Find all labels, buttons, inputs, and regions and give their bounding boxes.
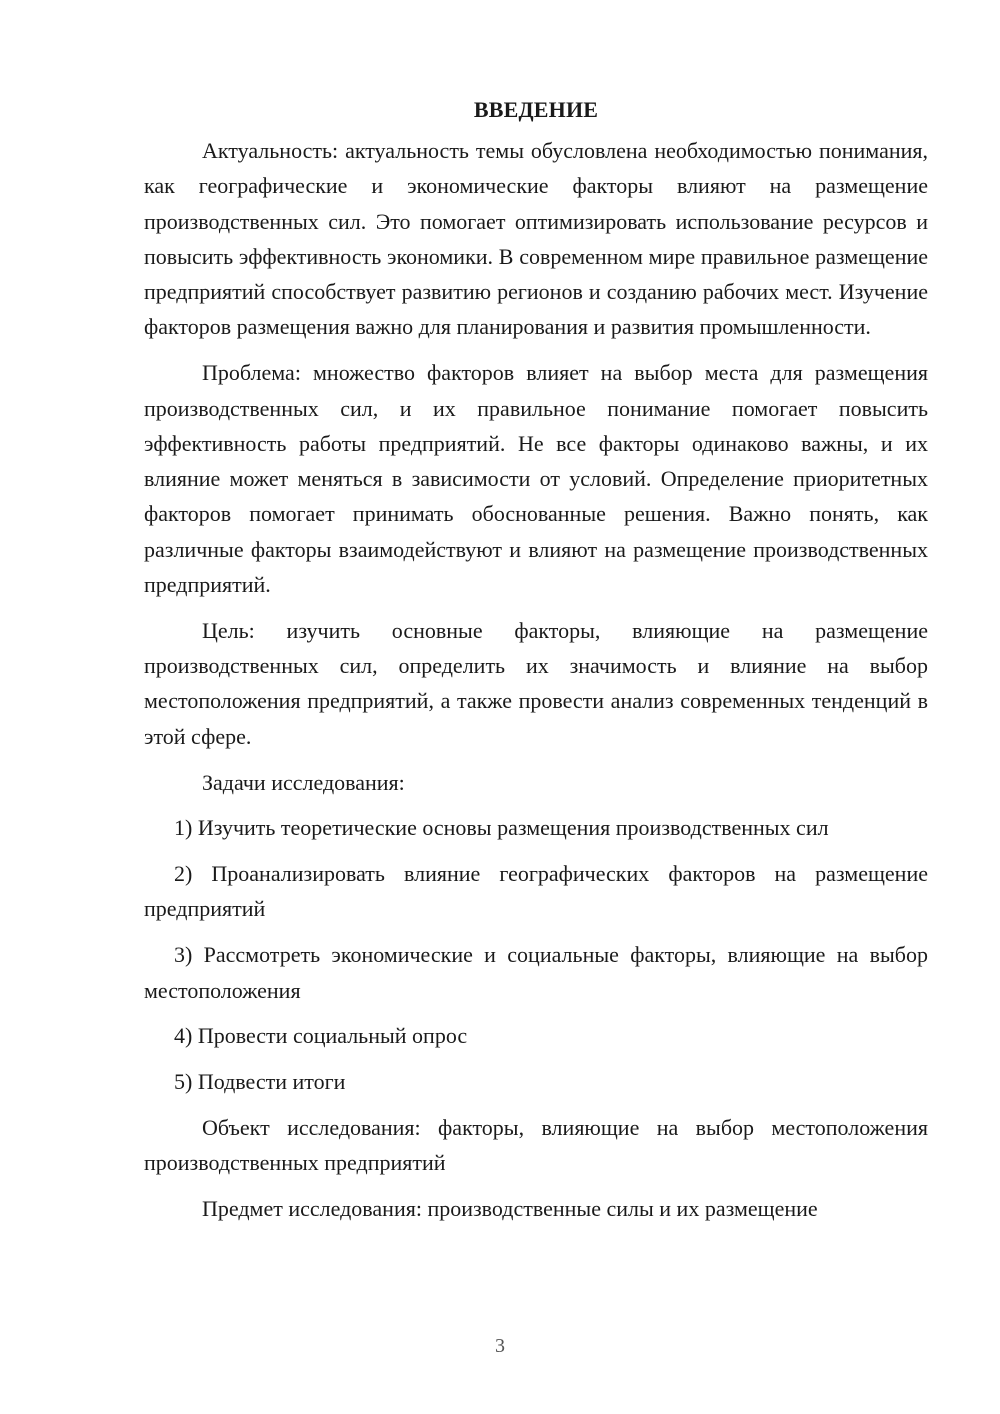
page-number: 3 xyxy=(495,1335,505,1357)
paragraph-problem: Проблема: множество факторов влияет на выбор места для размещения производственных сил, и их правильное понимание помогает повысить эффективность работы предприятий. Не все факторы одинаково важны, и их влияние может меняться в зависимости от условий. Определение приоритетных факторов помогает принимать обоснованные решения. Важно понять, как различные факторы взаимодействуют и влияют на размещение производственных предприятий. xyxy=(144,360,928,598)
paragraph-relevance: Актуальность: актуальность темы обусловлена необходимостью понимания, как географические и экономические факторы влияют на размещение производственных сил. Это помогает оптимизировать использование ресурсов и повысить эффективность экономики. В современном мире правильное размещение предприятий способствует развитию регионов и созданию рабочих мест. Изучение факторов размещения важно для планирования и развития промышленности. xyxy=(144,138,928,340)
task-item-3: 3) Рассмотреть экономические и социальные факторы, влияющие на выбор местоположения xyxy=(144,942,928,1003)
task-item-1: 1) Изучить теоретические основы размещения производственных сил xyxy=(174,815,829,841)
task-item-5: 5) Подвести итоги xyxy=(174,1069,346,1095)
task-item-2: 2) Проанализировать влияние географических факторов на размещение предприятий xyxy=(144,861,928,922)
task-item-4: 4) Провести социальный опрос xyxy=(174,1023,468,1049)
page-title: ВВЕДЕНИЕ xyxy=(473,97,599,122)
paragraph-subject: Предмет исследования: производственные силы и их размещение xyxy=(202,1196,818,1222)
paragraph-object: Объект исследования: факторы, влияющие на выбор местоположения производственных предприятий xyxy=(144,1114,928,1176)
paragraph-goal: Цель: изучить основные факторы, влияющие на размещение производственных сил, определить их значимость и влияние на выбор местоположения предприятий, а также провести анализ современных тенденций в этой сфере. xyxy=(144,617,928,749)
document-page xyxy=(144,92,928,1237)
paragraph-tasks-heading: Задачи исследования: xyxy=(202,769,405,795)
